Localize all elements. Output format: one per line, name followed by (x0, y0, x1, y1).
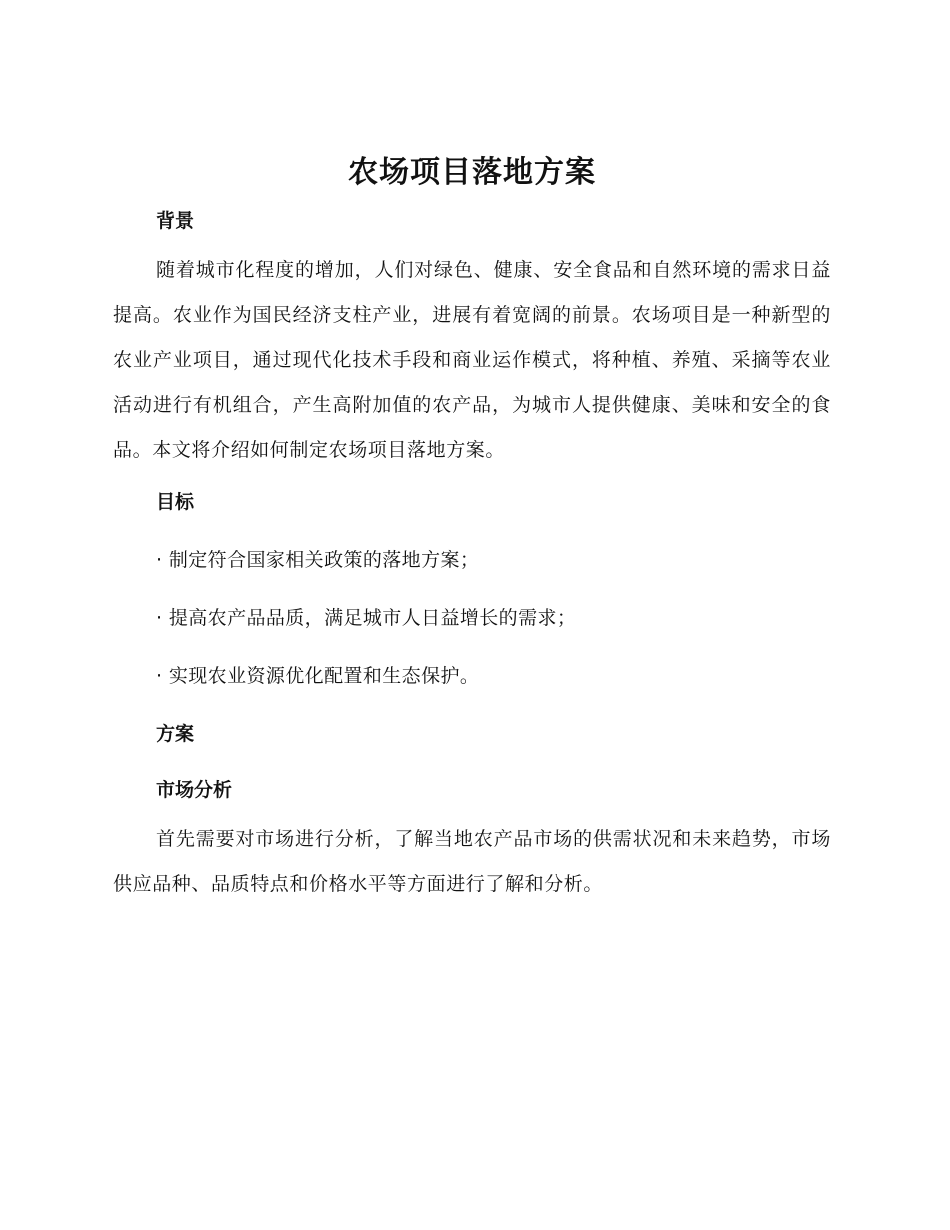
market-analysis-paragraph: 首先需要对市场进行分析，了解当地农产品市场的供需状况和未来趋势，市场供应品种、品质特点和价格水平等方面进行了解和分析。 (113, 828, 831, 895)
section-heading-market-analysis: 市场分析 (156, 779, 233, 801)
section-heading-background: 背景 (156, 210, 195, 232)
document-page (113, 150, 831, 907)
goal-item: · 实现农业资源优化配置和生态保护。 (156, 665, 480, 687)
document-title: 农场项目落地方案 (348, 155, 596, 190)
goal-item: · 提高农产品品质，满足城市人日益增长的需求； (156, 607, 577, 629)
background-paragraph: 随着城市化程度的增加，人们对绿色、健康、安全食品和自然环境的需求日益提高。农业作为国民经济支柱产业，进展有着宽阔的前景。农场项目是一种新型的农业产业项目，通过现代化技术手段和商业运作模式，将种植、养殖、采摘等农业活动进行有机组合，产生高附加值的农产品，为城市人提供健康、美味和安全的食品。本文将介绍如何制定农场项目落地方案。 (113, 259, 831, 461)
section-heading-goals: 目标 (156, 491, 195, 513)
section-heading-plan: 方案 (156, 723, 195, 745)
goal-item: · 制定符合国家相关政策的落地方案； (156, 549, 480, 571)
